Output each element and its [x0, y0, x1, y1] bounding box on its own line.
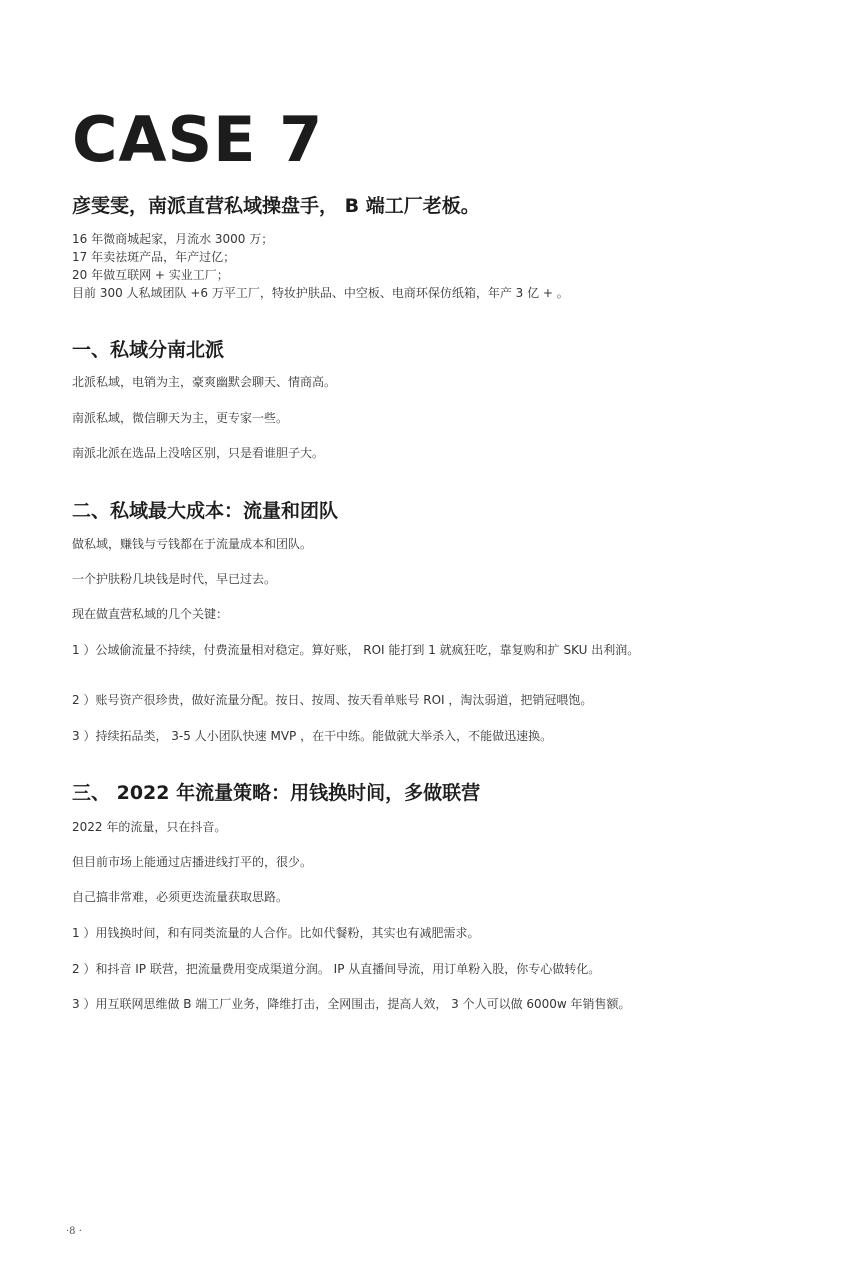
intro-line: 16 年微商城起家，月流水 3000 万；	[72, 232, 274, 246]
paragraph: 但目前市场上能通过店播进线打平的，很少。	[72, 855, 313, 869]
paragraph: 2 ）和抖音 IP 联营，把流量费用变成渠道分润。 IP 从直播间导流，用订单粉入股，你专心做转化。	[72, 962, 601, 976]
paragraph: 2022 年的流量，只在抖音。	[72, 820, 227, 834]
paragraph: 1 ）用钱换时间，和有同类流量的人合作。比如代餐粉，其实也有减肥需求。	[72, 926, 480, 940]
paragraph: 3 ）持续拓品类， 3-5 人小团队快速 MVP ，在干中练。能做就大举杀入，不能做迅速换。	[72, 729, 553, 743]
paragraph: 2 ）账号资产很珍贵，做好流量分配。按日、按周、按天看单账号 ROI ，淘汰弱道，把销冠喂饱。	[72, 693, 593, 707]
intro-line: 17 年卖祛斑产品，年产过亿；	[72, 250, 236, 264]
paragraph: 南派北派在选品上没啥区别，只是看谁胆子大。	[72, 446, 325, 460]
paragraph: 北派私域，电销为主，豪爽幽默会聊天、情商高。	[72, 375, 337, 389]
paragraph: 做私域，赚钱与亏钱都在于流量成本和团队。	[72, 537, 313, 551]
case-title: CASE 7	[72, 103, 324, 176]
paragraph: 南派私域，微信聊天为主，更专家一些。	[72, 411, 289, 425]
section-heading-2: 二、私域最大成本：流量和团队	[72, 500, 339, 522]
paragraph: 自己搞非常难，必须更迭流量获取思路。	[72, 890, 289, 904]
paragraph: 3 ）用互联网思维做 B 端工厂业务，降维打击，全网围击，提高人效， 3 个人可以做 6000w 年销售额。	[72, 997, 631, 1011]
section-heading-1: 一、私域分南北派	[72, 339, 225, 361]
paragraph: 一个护肤粉几块钱是时代，早已过去。	[72, 572, 277, 586]
section-heading-3: 三、 2022 年流量策略：用钱换时间，多做联营	[72, 782, 481, 804]
profile-subtitle: 彦雯雯，南派直营私域操盘手， B 端工厂老板。	[72, 195, 480, 217]
intro-list	[72, 230, 569, 302]
paragraph: 1 ）公域偷流量不持续，付费流量相对稳定。算好账， ROI 能打到 1 就疯狂吃，靠复购和扩 SKU 出利润。	[72, 643, 640, 657]
intro-line: 20 年做互联网 + 实业工厂；	[72, 268, 229, 282]
paragraph: 现在做直营私域的几个关键：	[72, 607, 229, 621]
page-number: ·8 ·	[66, 1226, 82, 1237]
intro-line: 目前 300 人私域团队 +6 万平工厂，特妆护肤品、中空板、电商环保仿纸箱，年产 3 亿 + 。	[72, 286, 569, 300]
